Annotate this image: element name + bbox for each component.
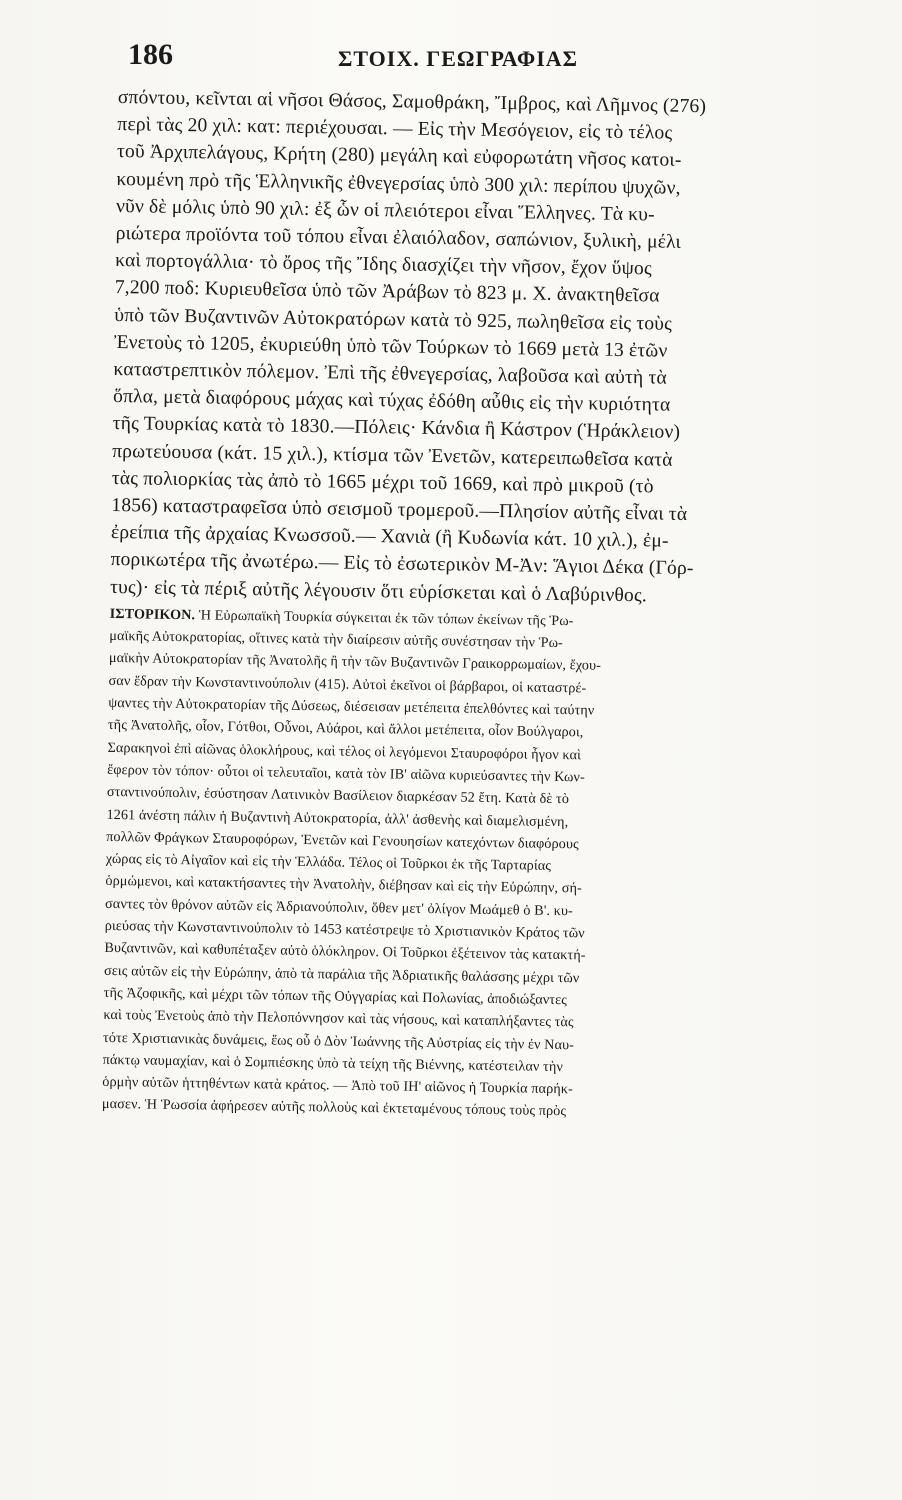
history-line: ψαντες τὴν Αὐτοκρατορίαν τῆς Δύσεως, διέσεισαν μετέπειτα ἐπελθόντες καὶ ταύτην [108,694,595,719]
history-heading: ΙΣΤΟΡΙΚΟΝ. [109,605,196,624]
running-head: ΣΤΟΙΧ. ΓΕΩΓΡΑΦΙΑΣ [338,46,579,71]
text-line: πρωτεύουσα (κάτ. 15 χιλ.), κτίσμα τῶν Ἐνετῶν, κατερειπωθεῖσα κατὰ [112,440,673,471]
text-line: ριώτερα προϊόντα τοῦ τόπου εἶναι ἐλαιόλαδον, σαπώνιον, ξυλικὴ, μέλι [115,222,682,253]
text-line: Ἐνετοὺς τὸ 1205, ἐκυριεύθη ὑπὸ τῶν Τούρκων τὸ 1669 μετὰ 13 ἐτῶν [113,331,668,362]
history-first-line-text: Ἡ Εὐρωπαϊκὴ Τουρκία σύγκειται ἐκ τῶν τόπων ἐκείνων τῆς Ῥω- [195,607,574,630]
history-line: σαντες τὸν θρόνον αὐτῶν εἰς Ἀδριανούπολιν, ὅθεν μετ' ὀλίγον Μωάμεθ ὁ Β'. κυ- [104,895,574,919]
text-line: σπόντου, κεῖνται αἱ νῆσοι Θάσος, Σαμοθράκη, Ἴμβρος, καὶ Λῆμνος (276) [117,86,707,118]
history-line: σεις αὐτῶν εἰς τὴν Εὐρώπην, ἀπὸ τὰ παράλια τῆς Ἀδριατικῆς θαλάσσης μέχρι τῶν [103,962,580,986]
history-line: ριεύσας τὴν Κωνσταντινούπολιν τὸ 1453 κατέστρεψε τὸ Χριστιανικὸν Κράτος τῶν [104,917,585,942]
text-line: καταστρεπτικὸν πόλεμον. Ἐπὶ τῆς ἐθνεγερσίας, λαβοῦσα καὶ αὐτὴ τὰ [113,358,668,389]
text-line: κουμένη πρὸ τῆς Ἑλληνικῆς ἐθνεγερσίας ὑπὸ 300 χιλ: περίπου ψυχῶν, [116,168,681,199]
text-line: τοῦ Ἀρχιπελάγους, Κρήτη (280) μεγάλη καὶ εὐφορωτάτη νῆσος κατοι- [116,141,682,172]
history-line: 1261 ἀνέστη πάλιν ἡ Βυζαντινὴ Αὐτοκρατορία, ἀλλ' ἀσθενὴς καὶ διαμελισμένη, [106,806,569,830]
history-line: πάκτῳ ναυμαχίαν, καὶ ὁ Σομπιέσκης ὑπὸ τὰ τείχη τῆς Βιέννης, κατέστειλαν τὴν [102,1051,564,1075]
history-line: πολλῶν Φράγκων Σταυροφόρων, Ἐνετῶν καὶ Γενουησίων κατεχόντων διαφόρους [106,828,579,853]
text-line: τυς)· εἰς τὰ πέριξ αὐτῆς λέγουσιν ὅτι εὑρίσκεται καὶ ὁ Λαβύρινθος. [109,576,648,607]
history-line: τῆς Ἀνατολῆς, οἷον, Γότθοι, Οὖνοι, Αὐάροι, καὶ ἄλλοι μετέπειτα, οἷον Βούλγαροι, [107,717,584,741]
history-line: σαν ἕδραν τὴν Κωνσταντινούπολιν (415). Αὐτοὶ ἐκεῖνοι οἱ βάρβαροι, οἱ καταστρέ- [108,672,587,697]
text-line: περὶ τὰς 20 χιλ: κατ: περιέχουσαι. — Εἰς τὴν Μεσόγειον, εἰς τὸ τέλος [117,114,673,144]
history-line: μαϊκῆς Αὐτοκρατορίας, οἵτινες κατὰ τὴν διαίρεσιν αὐτῆς συνέστησαν τὴν Ῥω- [109,628,564,652]
text-line: τῆς Τουρκίας κατὰ τὸ 1830.—Πόλεις· Κάνδια ἢ Κάστρον (Ἡράκλειον) [112,413,681,444]
text-line: πορικωτέρα τῆς ἀνωτέρω.— Εἰς τὸ ἐσωτερικὸν Μ-Ἀν: Ἅγιοι Δέκα (Γόρ- [110,549,694,580]
text-line: καὶ πορτογάλλια· τὸ ὄρος τῆς Ἴδης διασχίζει τὴν νῆσον, ἔχον ὕψος [115,250,653,280]
text-line: τὰς πολιορκίας τὰς ἀπὸ τὸ 1665 μέχρι τοῦ 1669, καὶ πρὸ μικροῦ (τὸ [111,467,654,498]
history-line: ὁρμὴν αὐτῶν ἡττηθέντων κατὰ κράτος. — Ἀπὸ τοῦ ΙΗ' αἰῶνος ἡ Τουρκία παρήκ- [102,1073,574,1098]
text-line: ὑπὸ τῶν Βυζαντινῶν Αὐτοκρατόρων κατὰ τὸ 925, πωληθεῖσα εἰς τοὺς [114,304,673,335]
text-line: 7,200 ποδ: Κυριευθεῖσα ὑπὸ τῶν Ἀράβων τὸ 823 μ. Χ. ἀνακτηθεῖσα [114,277,660,307]
page-number: 186 [128,38,173,71]
history-section [102,603,810,1127]
body-text [102,84,818,1127]
history-line: μαϊκὴν Αὐτοκρατορίαν τῆς Ἀνατολῆς ἢ τὴν τῶν Βυζαντινῶν Γραικορρωμαίων, ἔχου- [108,650,602,675]
text-line: ὅπλα, μετὰ διαφόρους μάχας καὶ τύχας ἐδόθη αὖθις εἰς τὴν κυριότητα [112,386,671,416]
history-line: καὶ τοὺς Ἐνετοὺς ἀπὸ τὴν Πελοπόννησον καὶ τὰς νήσους, καὶ καταπλήξαντες τὰς [103,1007,574,1031]
history-line: Βυζαντινῶν, καὶ καθυπέταξεν αὐτὸ ὁλόκληρον. Οἱ Τοῦρκοι ἐξέτεινον τὰς κατακτή- [104,940,586,964]
history-line: μασεν. Ἡ Ῥωσσία ἀφήρεσεν αὐτῆς πολλοὺς καὶ ἐκτεταμένους τόπους τοὺς πρὸς [101,1096,567,1120]
main-paragraph [110,84,818,612]
history-line: τότε Χριστιανικὰς δυνάμεις, ἕως οὗ ὁ Δὸν Ἰωάννης τῆς Αὐστρίας εἰς τὴν ἐν Ναυ- [102,1029,575,1053]
text-line: ἐρείπια τῆς ἀρχαίας Κνωσσοῦ.— Χανιὰ (ἢ Κυδωνία κάτ. 10 χιλ.), ἐμ- [110,522,669,552]
page-header [128,38,808,78]
text-line: 1856) καταστραφεῖσα ὑπὸ σεισμοῦ τρομεροῦ.—Πλησίον αὐτῆς εἶναι τὰ [111,494,688,526]
history-line: ἔφερον τὸν τόπον· οὗτοι οἱ τελευταῖοι, κατὰ τὸν ΙΒ' αἰῶνα κυριεύσαντες τὴν Κων- [107,761,585,786]
history-line: σταντινούπολιν, ἐσύστησαν Λατινικὸν Βασίλειον διαρκέσαν 52 ἔτη. Κατὰ δὲ τὸ [106,784,570,808]
text-line: νῦν δὲ μόλις ὑπὸ 90 χιλ: ἐξ ὧν οἱ πλειότεροι εἶναι Ἕλληνες. Τὰ κυ- [115,195,655,226]
history-line: τῆς Ἀζοφικῆς, καὶ μέχρι τῶν τόπων τῆς Οὐγγαρίας καὶ Πολωνίας, ἀποδιώξαντες [103,984,568,1009]
history-line: χώρας εἰς τὸ Αἰγαῖον καὶ εἰς τὴν Ἑλλάδα. Τέλος οἱ Τοῦρκοι ἐκ τῆς Ταρταρίας [105,851,552,875]
history-line: Σαρακηνοὶ ἐπὶ αἰῶνας ὁλοκλήρους, καὶ τέλος οἱ λεγόμενοι Σταυροφόροι ἦγον καὶ [107,739,582,763]
history-line: ὁρμώμενοι, καὶ κατακτήσαντες τὴν Ἀνατολὴν, διέβησαν καὶ εἰς τὴν Εὐρώπην, σή- [105,873,583,897]
